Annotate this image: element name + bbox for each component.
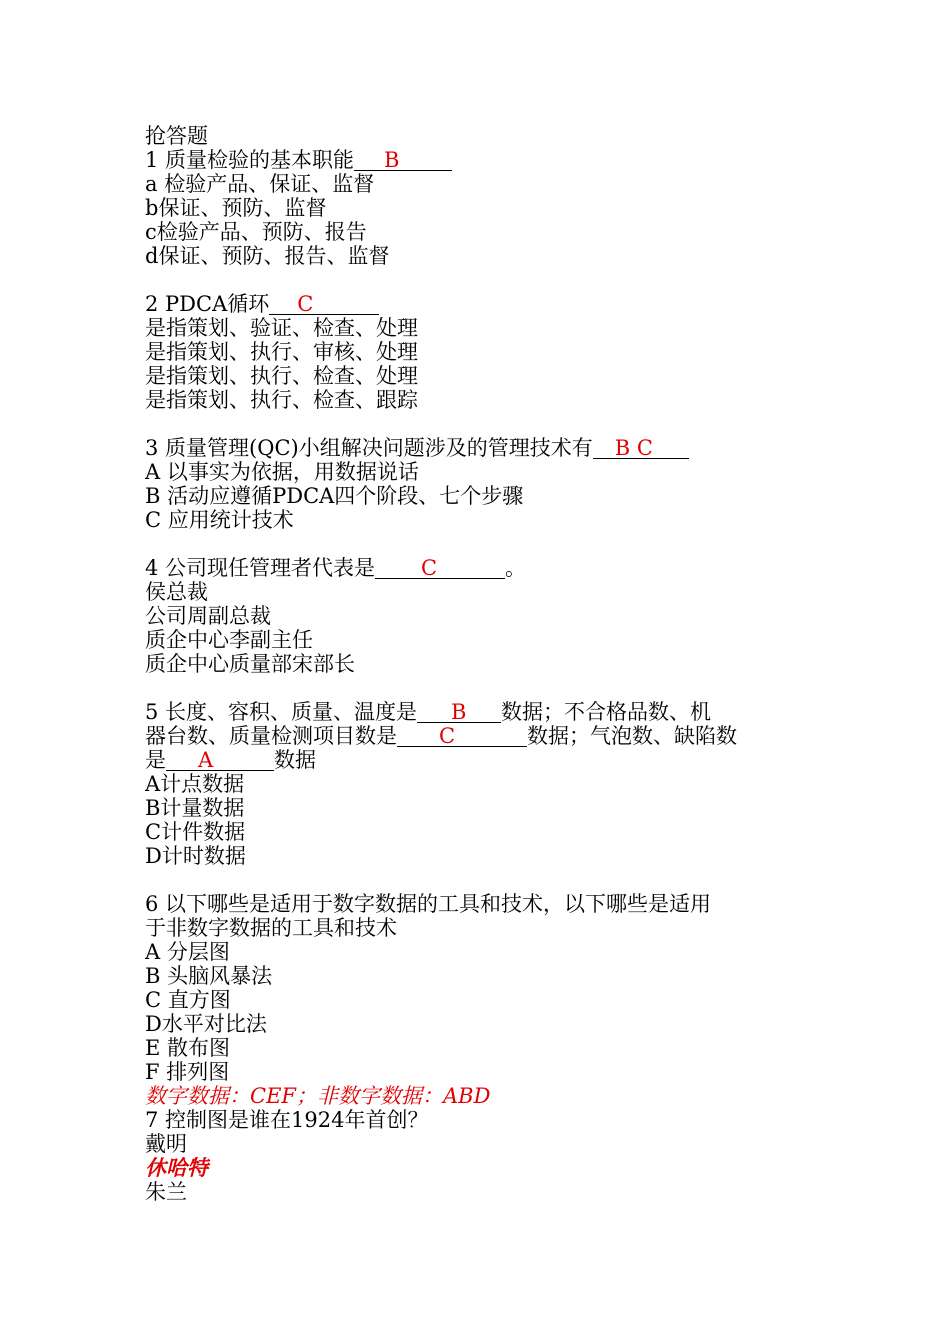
q6-option-c: C 直方图: [145, 988, 231, 1012]
question-6-line-1: 6 以下哪些是适用于数字数据的工具和技术，以下哪些是适用: [145, 892, 712, 916]
question-5-text-2: 数据；不合格品数、机: [501, 700, 712, 724]
answer-blank-5c: [166, 748, 274, 771]
q6-option-f: F 排列图: [145, 1060, 230, 1084]
q7-option-1: 戴明: [145, 1132, 187, 1156]
quiz-title: 抢答题: [145, 124, 208, 148]
q4-option-d: 质企中心质量部宋部长: [145, 652, 355, 676]
q2-option-a: 是指策划、验证、检查、处理: [145, 316, 418, 340]
q4-option-c: 质企中心李副主任: [145, 628, 313, 652]
answer-blank-3: [593, 436, 689, 459]
answer-5b: C: [439, 724, 456, 748]
answer-1: B: [384, 148, 400, 172]
q5-option-c: C计件数据: [145, 820, 246, 844]
question-1-stem: 1 质量检验的基本职能: [145, 148, 355, 172]
question-7: 7 控制图是谁在1924年首创？: [145, 1108, 429, 1132]
answer-7: 休哈特: [145, 1155, 208, 1180]
answer-blank-5b: [397, 724, 527, 747]
q6-option-d: D水平对比法: [145, 1012, 267, 1036]
question-5-line-1: [145, 700, 825, 724]
question-2-stem: 2 PDCA循环: [145, 292, 270, 316]
q6-option-e: E 散布图: [145, 1036, 231, 1060]
question-4-suffix: 。: [505, 556, 527, 580]
q3-option-a: A 以事实为依据，用数据说话: [145, 460, 419, 484]
q5-option-d: D计时数据: [145, 844, 246, 868]
q6-option-a: A 分层图: [145, 940, 230, 964]
q7-option-3: 朱兰: [145, 1180, 187, 1204]
q2-option-b: 是指策划、执行、审核、处理: [145, 340, 418, 364]
q4-option-a: 侯总裁: [145, 580, 208, 604]
question-4: [145, 556, 825, 580]
quiz-document: [145, 124, 825, 1204]
answer-5a: B: [451, 700, 467, 724]
answer-blank-2: [269, 292, 379, 315]
question-6-line-2: 于非数字数据的工具和技术: [145, 916, 397, 940]
q1-option-a: a 检验产品、保证、监督: [145, 172, 375, 196]
q5-option-b: B计量数据: [145, 796, 245, 820]
answer-blank-5a: [417, 700, 501, 723]
question-5-line-2: [145, 724, 825, 748]
answer-3: B C: [614, 436, 653, 460]
question-5-text-3: 器台数、质量检测项目数是: [145, 724, 397, 748]
question-5-text-5: 是: [145, 748, 166, 772]
question-5-text-6: 数据: [274, 748, 316, 772]
question-1: [145, 148, 825, 172]
answer-4: C: [421, 556, 438, 580]
question-5-text-1: 5 长度、容积、质量、温度是: [145, 700, 418, 724]
answer-blank-1: [354, 148, 452, 171]
question-2: [145, 292, 825, 316]
question-5-line-3: [145, 748, 825, 772]
question-3: [145, 436, 825, 460]
q1-option-d: d保证、预防、报告、监督: [145, 244, 390, 268]
q2-option-d: 是指策划、执行、检查、跟踪: [145, 388, 418, 412]
q1-option-c: c检验产品、预防、报告: [145, 220, 367, 244]
question-5-text-4: 数据；气泡数、缺陷数: [527, 724, 737, 748]
q1-option-b: b保证、预防、监督: [145, 196, 327, 220]
answer-6: 数字数据：CEF；非数字数据：ABD: [145, 1084, 491, 1108]
question-4-stem: 4 公司现任管理者代表是: [145, 556, 376, 580]
q3-option-b: B 活动应遵循PDCA四个阶段、七个步骤: [145, 484, 524, 508]
q3-option-c: C 应用统计技术: [145, 508, 294, 532]
q5-option-a: A计点数据: [145, 772, 245, 796]
answer-2: C: [297, 292, 314, 316]
answer-5c: A: [198, 748, 214, 772]
question-3-stem: 3 质量管理(QC)小组解决问题涉及的管理技术有: [145, 436, 593, 460]
answer-blank-4: [375, 556, 505, 579]
q6-option-b: B 头脑风暴法: [145, 964, 273, 988]
q2-option-c: 是指策划、执行、检查、处理: [145, 364, 418, 388]
q4-option-b: 公司周副总裁: [145, 604, 271, 628]
